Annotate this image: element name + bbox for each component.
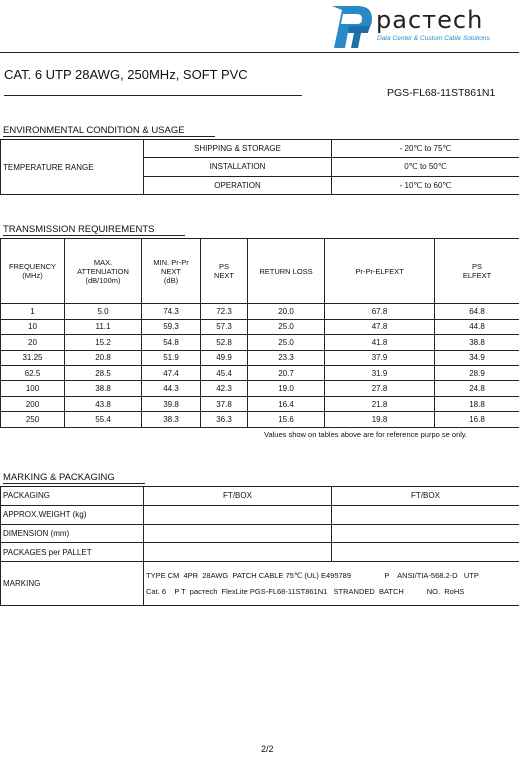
table-row bbox=[1, 335, 519, 350]
header-line: (dB/100m) bbox=[85, 275, 121, 285]
table-cell: 51.9 bbox=[142, 350, 201, 365]
env-label: SHIPPING & STORAGE bbox=[144, 140, 332, 158]
table-cell: 19.0 bbox=[248, 381, 325, 396]
table-cell: 72.3 bbox=[201, 304, 248, 319]
table-row bbox=[1, 304, 519, 319]
table-cell: 24.8 bbox=[435, 381, 519, 396]
column-header bbox=[248, 239, 325, 304]
table-cell: 19.8 bbox=[325, 412, 435, 428]
column-header bbox=[201, 239, 248, 304]
env-heading: ENVIRONMENTAL CONDITION & USAGE bbox=[3, 125, 215, 137]
table-cell: 44.3 bbox=[142, 381, 201, 396]
table-row bbox=[1, 381, 519, 396]
table-cell: 16.4 bbox=[248, 396, 325, 411]
table-cell: 28.5 bbox=[65, 366, 142, 381]
table-cell: 74.3 bbox=[142, 304, 201, 319]
table-cell: 64.8 bbox=[435, 304, 519, 319]
environment-table bbox=[0, 139, 519, 195]
table-cell: 42.3 bbox=[201, 381, 248, 396]
env-label: OPERATION bbox=[144, 176, 332, 194]
env-value: 0℃ to 50℃ bbox=[332, 158, 519, 176]
table-cell: 36.3 bbox=[201, 412, 248, 428]
brand-name: pacтech bbox=[376, 6, 484, 34]
page-number: 2/2 bbox=[261, 744, 274, 754]
table-cell: 43.8 bbox=[65, 396, 142, 411]
table-cell: 15.2 bbox=[65, 335, 142, 350]
table-cell: 1 bbox=[1, 304, 65, 319]
table-cell: 11.1 bbox=[65, 319, 142, 334]
table-cell: 5.0 bbox=[65, 304, 142, 319]
brand-tagline: Data Center & Custom Cable Solutions bbox=[377, 35, 490, 42]
header-line: ELFEXT bbox=[462, 271, 492, 281]
table-cell: 20 bbox=[1, 335, 65, 350]
table-cell: 41.8 bbox=[325, 335, 435, 350]
table-row bbox=[1, 319, 519, 334]
table-cell: 15.6 bbox=[248, 412, 325, 428]
table-row bbox=[1, 543, 519, 562]
row-label: APPROX.WEIGHT (kg) bbox=[1, 505, 144, 524]
table-cell: 18.8 bbox=[435, 396, 519, 411]
table-cell bbox=[332, 505, 519, 524]
table-cell: 49.9 bbox=[201, 350, 248, 365]
header-line: PS bbox=[471, 262, 482, 272]
row-label: PACKAGING bbox=[1, 487, 144, 506]
title-underline bbox=[4, 95, 302, 96]
marking-row bbox=[1, 562, 519, 606]
table-cell: 250 bbox=[1, 412, 65, 428]
temperature-range-label: TEMPERATURE RANGE bbox=[1, 140, 144, 195]
row-label: PACKAGES per PALLET bbox=[1, 543, 144, 562]
header-line: FREQUENCY bbox=[8, 262, 57, 272]
table-row bbox=[1, 505, 519, 524]
table-cell: 20.8 bbox=[65, 350, 142, 365]
table-cell: FT/BOX bbox=[144, 487, 332, 506]
table-cell: 38.8 bbox=[435, 335, 519, 350]
table-row bbox=[1, 396, 519, 411]
table-cell: 55.4 bbox=[65, 412, 142, 428]
table-cell: 23.3 bbox=[248, 350, 325, 365]
table-cell bbox=[332, 524, 519, 543]
env-value: - 10℃ to 60℃ bbox=[332, 176, 519, 194]
part-number: PGS-FL68-11ST861N1 bbox=[387, 87, 496, 99]
doc-title: CAT. 6 UTP 28AWG, 250MHz, SOFT PVC bbox=[4, 67, 248, 82]
pactech-logo bbox=[328, 2, 378, 50]
header-line: NEXT bbox=[213, 271, 234, 281]
table-cell: 25.0 bbox=[248, 335, 325, 350]
table-cell: 54.8 bbox=[142, 335, 201, 350]
column-header bbox=[65, 239, 142, 304]
table-row bbox=[1, 524, 519, 543]
table-cell: 44.8 bbox=[435, 319, 519, 334]
header-line: (MHz) bbox=[22, 271, 43, 281]
table-cell: 67.8 bbox=[325, 304, 435, 319]
table-cell: 57.3 bbox=[201, 319, 248, 334]
table-cell: 31.9 bbox=[325, 366, 435, 381]
column-header bbox=[325, 239, 435, 304]
header-line: NEXT bbox=[160, 266, 181, 276]
env-label: INSTALLATION bbox=[144, 158, 332, 176]
table-cell: 47.4 bbox=[142, 366, 201, 381]
table-cell: 200 bbox=[1, 396, 65, 411]
table-cell: 38.8 bbox=[65, 381, 142, 396]
table-cell: 47.8 bbox=[325, 319, 435, 334]
table-cell bbox=[332, 543, 519, 562]
header-line: MIN. Pr-Pr bbox=[153, 257, 189, 267]
env-value: - 20℃ to 75℃ bbox=[332, 140, 519, 158]
header-line: PS bbox=[218, 262, 229, 272]
table-cell: 20.0 bbox=[248, 304, 325, 319]
table-cell: 16.8 bbox=[435, 412, 519, 428]
table-cell: 59.3 bbox=[142, 319, 201, 334]
column-header bbox=[435, 239, 519, 304]
table-cell: FT/BOX bbox=[332, 487, 519, 506]
transmission-table bbox=[0, 238, 519, 428]
marking-table bbox=[0, 486, 519, 606]
column-header bbox=[1, 239, 65, 304]
table-cell: 52.8 bbox=[201, 335, 248, 350]
row-label: DIMENSION (mm) bbox=[1, 524, 144, 543]
reference-note: Values show on tables above are for reference purpo se only. bbox=[264, 430, 468, 439]
marking-line: Cat. 6 P T pacтech FlexLite PGS-FL68-11ST861N1 STRANDED BATCH NO. RoHS bbox=[146, 586, 465, 596]
table-cell: 37.8 bbox=[201, 396, 248, 411]
table-cell: 31.25 bbox=[1, 350, 65, 365]
header-rule bbox=[0, 52, 519, 53]
table-cell: 39.8 bbox=[142, 396, 201, 411]
table-header-row bbox=[1, 239, 519, 304]
table-cell: 37.9 bbox=[325, 350, 435, 365]
table-cell: 62.5 bbox=[1, 366, 65, 381]
table-cell: 34.9 bbox=[435, 350, 519, 365]
table-cell: 20.7 bbox=[248, 366, 325, 381]
marking-text bbox=[144, 562, 519, 606]
table-row bbox=[1, 140, 519, 158]
transmission-heading: TRANSMISSION REQUIREMENTS bbox=[3, 224, 185, 236]
header-line: RETURN LOSS bbox=[259, 266, 313, 276]
table-cell: 38.3 bbox=[142, 412, 201, 428]
table-cell: 45.4 bbox=[201, 366, 248, 381]
table-row bbox=[1, 350, 519, 365]
table-row bbox=[1, 487, 519, 506]
marking-line: TYPE CM 4PR 28AWG PATCH CABLE 75℃ (UL) E495789 P ANSI/TIA-568.2-D UTP bbox=[146, 570, 479, 580]
table-cell: 21.8 bbox=[325, 396, 435, 411]
marking-heading: MARKING & PACKAGING bbox=[3, 472, 145, 484]
header-line: MAX. bbox=[93, 257, 113, 267]
table-cell: 100 bbox=[1, 381, 65, 396]
table-cell: 10 bbox=[1, 319, 65, 334]
table-cell bbox=[144, 505, 332, 524]
header-line: (dB) bbox=[163, 275, 179, 285]
header-line: Pr-Pr-ELFEXT bbox=[355, 266, 404, 276]
table-cell: 27.8 bbox=[325, 381, 435, 396]
table-row bbox=[1, 366, 519, 381]
table-cell bbox=[144, 524, 332, 543]
header-line: ATTENUATION bbox=[77, 266, 129, 276]
table-cell: 28.9 bbox=[435, 366, 519, 381]
column-header bbox=[142, 239, 201, 304]
table-cell bbox=[144, 543, 332, 562]
marking-label: MARKING bbox=[1, 562, 144, 606]
table-cell: 25.0 bbox=[248, 319, 325, 334]
table-row bbox=[1, 412, 519, 428]
